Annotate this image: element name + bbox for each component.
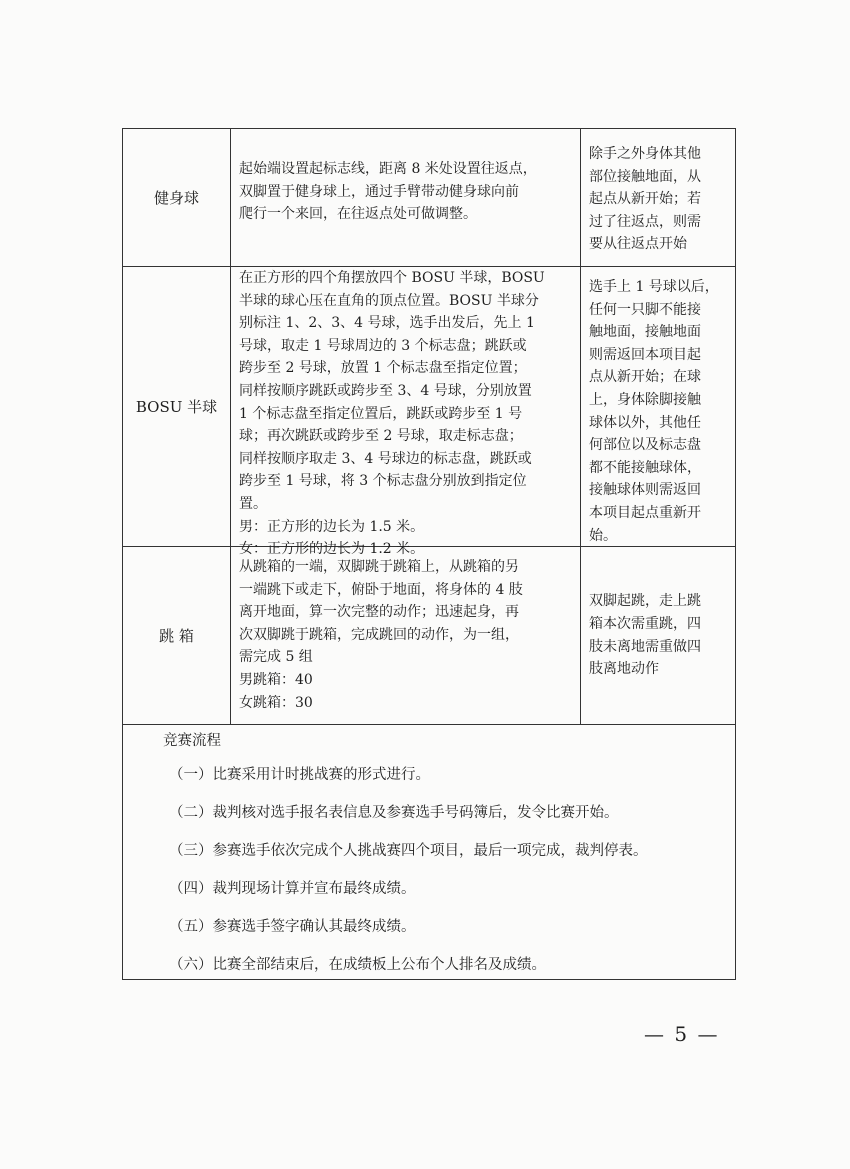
rule-line: 半球的球心压在直角的顶点位置。BOSU 半球分 — [239, 292, 539, 309]
rule-line: 女跳箱：30 — [239, 694, 313, 711]
item-rule — [231, 267, 581, 558]
flow-item: （四）裁判现场计算并宣布最终成绩。 — [169, 881, 416, 897]
judge-line: 过了往返点，则需 — [589, 213, 701, 230]
judge-line: 接触球体则需返回 — [589, 482, 701, 499]
table-row — [123, 267, 735, 558]
item-judging — [581, 267, 735, 546]
rule-line: 次双脚跳于跳箱，完成跳回的动作，为一组， — [239, 626, 519, 643]
rule-line: 爬行一个来回，在往返点处可做调整。 — [239, 206, 477, 223]
judge-line: 都不能接触球体， — [589, 459, 701, 476]
competition-flow — [123, 725, 735, 981]
judge-line: 肢离地动作 — [589, 661, 659, 678]
item-rule — [231, 547, 581, 724]
rule-line: 起始端设置起标志线，距离 8 米处设置往返点， — [239, 161, 537, 177]
item-judging — [581, 129, 735, 266]
judge-line: 起点从新开始；若 — [589, 191, 701, 208]
rule-line: 同样按顺序取走 3、4 号球边的标志盘，跳跃或 — [239, 450, 532, 467]
judge-line: 本项目起点重新开 — [589, 504, 701, 521]
rules-table — [122, 128, 736, 980]
rule-line: 需完成 5 组 — [239, 649, 313, 666]
rule-line: 号球，取走 1 号球周边的 3 个标志盘；跳跃或 — [239, 337, 527, 354]
judge-line: 球体以外，其他任 — [589, 414, 701, 431]
flow-item: （一）比赛采用计时挑战赛的形式进行。 — [169, 767, 430, 783]
judge-line: 箱本次需重跳，四 — [589, 615, 701, 632]
rule-line: 一端跳下或走下，俯卧于地面，将身体的 4 肢 — [239, 581, 523, 598]
rule-line: 1 个标志盘至指定位置后，跳跃或跨步至 1 号 — [239, 405, 523, 422]
judge-line: 除手之外身体其他 — [589, 146, 701, 162]
judge-line: 肢未离地需重做四 — [589, 638, 701, 655]
item-judging — [581, 547, 735, 724]
judge-line: 双脚起跳，走上跳 — [589, 593, 701, 610]
page-number: — 5 — — [644, 1022, 720, 1046]
judge-line: 要从往返点开始 — [589, 236, 687, 253]
item-rule — [231, 129, 581, 266]
table-row — [123, 129, 735, 267]
flow-item: （五）参赛选手签字确认其最终成绩。 — [169, 919, 416, 935]
rule-line: 男：正方形的边长为 1.5 米。 — [239, 518, 425, 535]
rule-line: 女：正方形的边长为 1.2 米。 — [239, 541, 425, 558]
rule-line: 双脚置于健身球上，通过手臂带动健身球向前 — [239, 183, 519, 200]
table-row — [123, 547, 735, 725]
rule-line: 从跳箱的一端，双脚跳于跳箱上，从跳箱的另 — [239, 559, 519, 575]
flow-item: （六）比赛全部结束后，在成绩板上公布个人排名及成绩。 — [169, 957, 546, 973]
judge-line: 部位接触地面，从 — [589, 168, 701, 185]
item-name: 健身球 — [123, 129, 231, 266]
rule-line: 同样按顺序跳跃或跨步至 3、4 号球，分别放置 — [239, 382, 532, 399]
rule-line: 球；再次跳跃或跨步至 2 号球，取走标志盘； — [239, 428, 523, 445]
rule-line: 男跳箱：40 — [239, 671, 313, 688]
judge-line: 则需返回本项目起 — [589, 346, 701, 363]
item-name: 跳 箱 — [123, 547, 231, 724]
rule-line: 别标注 1、2、3、4 号球，选手出发后，先上 1 — [239, 315, 535, 332]
judge-line: 始。 — [589, 527, 617, 544]
rule-line: 跨步至 1 号球，将 3 个标志盘分别放到指定位 — [239, 473, 527, 490]
flow-item: （三）参赛选手依次完成个人挑战赛四个项目，最后一项完成，裁判停表。 — [169, 843, 648, 859]
flow-item: （二）裁判核对选手报名表信息及参赛选手号码簿后，发令比赛开始。 — [169, 805, 619, 821]
rule-line: 跨步至 2 号球，放置 1 个标志盘至指定位置； — [239, 360, 527, 377]
item-name: BOSU 半球 — [123, 267, 231, 546]
judge-line: 上，身体除脚接触 — [589, 391, 701, 408]
rule-line: 离开地面，算一次完整的动作；迅速起身，再 — [239, 604, 519, 621]
judge-line: 选手上 1 号球以后， — [589, 279, 719, 295]
judge-line: 触地面，接触地面 — [589, 324, 701, 341]
judge-line: 点从新开始；在球 — [589, 369, 701, 386]
flow-title: 竞赛流程 — [163, 733, 221, 749]
judge-line: 任何一只脚不能接 — [589, 301, 701, 318]
rule-line: 在正方形的四个角摆放四个 BOSU 半球，BOSU — [239, 270, 545, 286]
judge-line: 何部位以及标志盘 — [589, 437, 701, 454]
rule-line: 置。 — [239, 495, 267, 512]
